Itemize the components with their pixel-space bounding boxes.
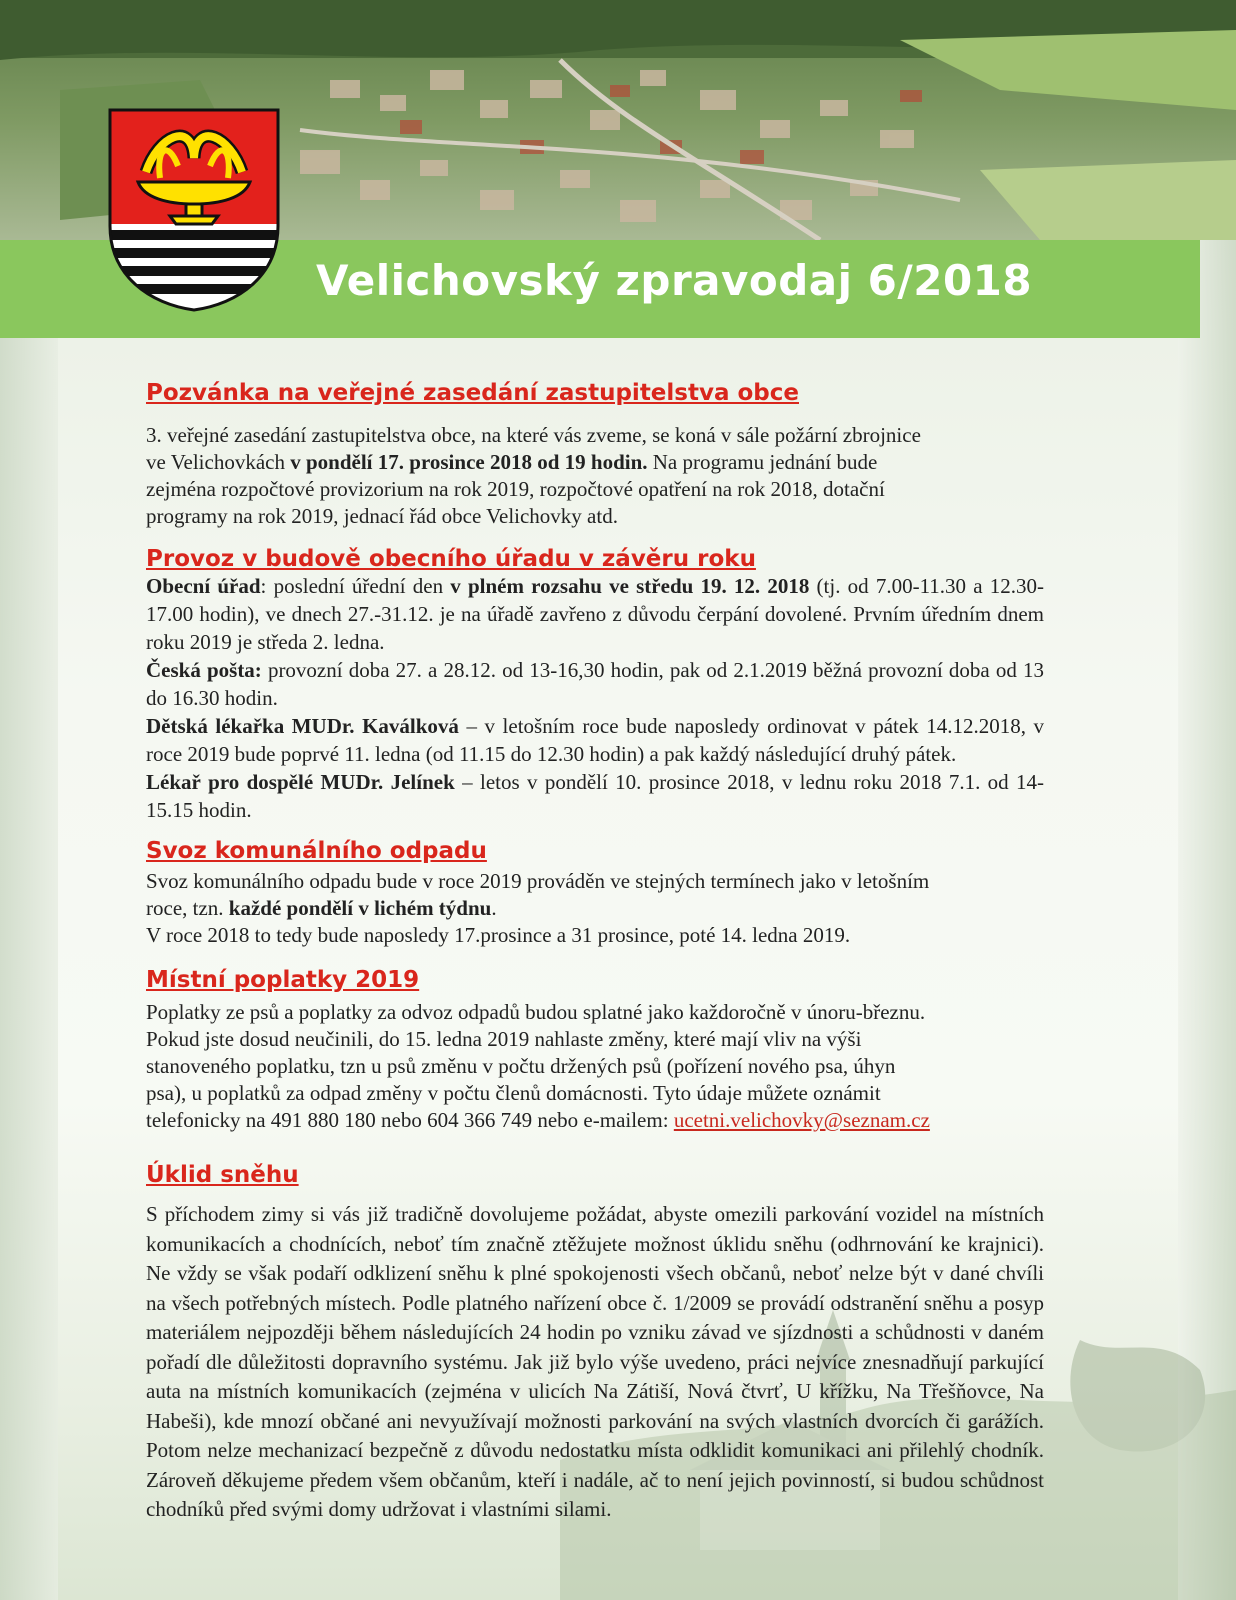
meeting-invitation-text <box>146 422 1070 530</box>
text-line: V roce 2018 to tedy bude naposledy 17.prosince a 31 prosince, poté 14. ledna 2019. <box>146 923 851 947</box>
item-text: – v letošním roce bude naposledy ordinovat v pátek 14.12.2018, v roce 2019 bude poprvé 11. ledna (od 11.15 do 12.30 hodin) a pak každý následující druhý pátek. <box>146 714 1044 766</box>
collection-schedule: každé pondělí v lichém týdnu <box>228 896 492 920</box>
text-line: . <box>491 896 497 920</box>
meeting-date: v pondělí 17. prosince 2018 od 19 hodin. <box>290 450 648 474</box>
item-label: Česká pošta: <box>146 658 262 682</box>
text-line: telefonicky na 491 880 180 nebo 604 366 749 nebo e-mailem: <box>146 1108 674 1132</box>
post-office-item <box>146 656 1044 712</box>
item-highlight: v plném rozsahu ve středu 19. 12. 2018 <box>450 574 810 598</box>
office-hours-list <box>146 572 1044 824</box>
item-text: – letos v pondělí 10. prosince 2018, v lednu roku 2018 7.1. od 14-15.15 hodin. <box>146 770 1045 822</box>
item-label: Obecní úřad <box>146 574 261 598</box>
pediatrician-item <box>146 712 1044 768</box>
text-line: Na programu jednání bude <box>647 450 878 474</box>
waste-collection-text <box>146 868 1070 949</box>
text-line: Poplatky ze psů a poplatky za odvoz odpadů budou splatné jako každoročně v únoru-březnu. <box>146 1000 926 1024</box>
text-line: ve Velichovkách <box>146 450 291 474</box>
text-line: programy na rok 2019, jednací řád obce Velichovky atd. <box>146 504 618 528</box>
text-line: stanoveného poplatku, tzn u psů změnu v počtu držených psů (pořízení nového psa, úhyn <box>146 1054 896 1078</box>
text-line: Pokud jste dosud neučinili, do 15. ledna 2019 nahlaste změny, které mají vliv na výši <box>146 1027 862 1051</box>
text-line: 3. veřejné zasedání zastupitelstva obce, na které vás zveme, se koná v sále požární zbrojnice <box>146 423 921 447</box>
item-text: provozní doba 27. a 28.12. od 13-16,30 hodin, pak od 2.1.2019 běžná provozní doba od 13 do 16.30 hodin. <box>146 658 1044 710</box>
coat-of-arms-logo <box>108 108 280 312</box>
snow-removal-text: S příchodem zimy si vás již tradičně dovolujeme požádat, abyste omezili parkování vozidel na místních komunikacích a chodnících, neboť tím značně ztěžujete možnost úklidu sněhu (odhrnování ke krajnici). Ne vždy se však podaří odklizení sněhu k plné spokojenosti všech občanů, neboť nelze být v dané chvíli na všech potřebných místech. Podle platného nařízení obce č. 1/2009 se provádí odstranění sněhu a posyp materiálem nejpozději během následujících 24 hodin po vzniku závad ve sjízdnosti a schůdnosti v daném pořadí dle důležitosti dopravního systému. Jak již bylo výše uvedeno, práci nejvíce znesnadňují parkující auta na místních komunikacích (zejména v ulicích Na Zátiší, Nová čtvrť, U křížku, Na Třešňovce, Na Habeši), kde mnozí občané ani nevyužívají možnosti parkování na svých vlastních dvorcích či garážích. Potom nelze mechanizací bezpečně z důvodu nedostatku místa odklidit komunikaci ani přilehlý chodník. Zároveň děkujeme předem všem občanům, kteří i nadále, ač to není jejich povinností, si budou schůdnost chodníků před svými domy udržovat i vlastními silami. <box>146 1202 1044 1521</box>
text-line: Svoz komunálního odpadu bude v roce 2019 prováděn ve stejných termínech jako v letošním <box>146 869 930 893</box>
text-line: roce, tzn. <box>146 896 229 920</box>
section-heading-meeting-invitation: Pozvánka na veřejné zasedání zastupitelstva obce <box>146 380 799 406</box>
item-text: : poslední úřední den <box>260 574 451 598</box>
text-line: psa), u poplatků za odpad změny v počtu členů domácnosti. Tyto údaje můžete oznámit <box>146 1081 881 1105</box>
text-line: zejména rozpočtové provizorium na rok 2019, rozpočtové opatření na rok 2018, dotační <box>146 477 885 501</box>
newsletter-content <box>146 378 1070 1525</box>
section-heading-office-hours: Provoz v budově obecního úřadu v závěru roku <box>146 546 756 572</box>
item-label: Lékař pro dospělé MUDr. Jelínek <box>146 770 455 794</box>
section-heading-waste-collection: Svoz komunálního odpadu <box>146 838 487 864</box>
item-label: Dětská lékařka MUDr. Kaválková <box>146 714 459 738</box>
office-item <box>146 572 1044 656</box>
section-heading-local-fees: Místní poplatky 2019 <box>146 967 420 993</box>
adult-doctor-item <box>146 768 1044 824</box>
item-text: (tj. od 7.00-11.30 a 12.30-17.00 hodin), ve dnech 27.-31.12. je na úřadě zavřeno z důvodu čerpání dovolené. Prvním úředním dnem roku 2019 je středa 2. ledna. <box>146 574 1044 654</box>
email-link[interactable]: ucetni.velichovky@seznam.cz <box>673 1108 930 1132</box>
newsletter-title: Velichovský zpravodaj 6/2018 <box>316 256 1033 305</box>
section-heading-snow-removal: Úklid sněhu <box>146 1162 299 1188</box>
local-fees-text <box>146 999 1070 1134</box>
